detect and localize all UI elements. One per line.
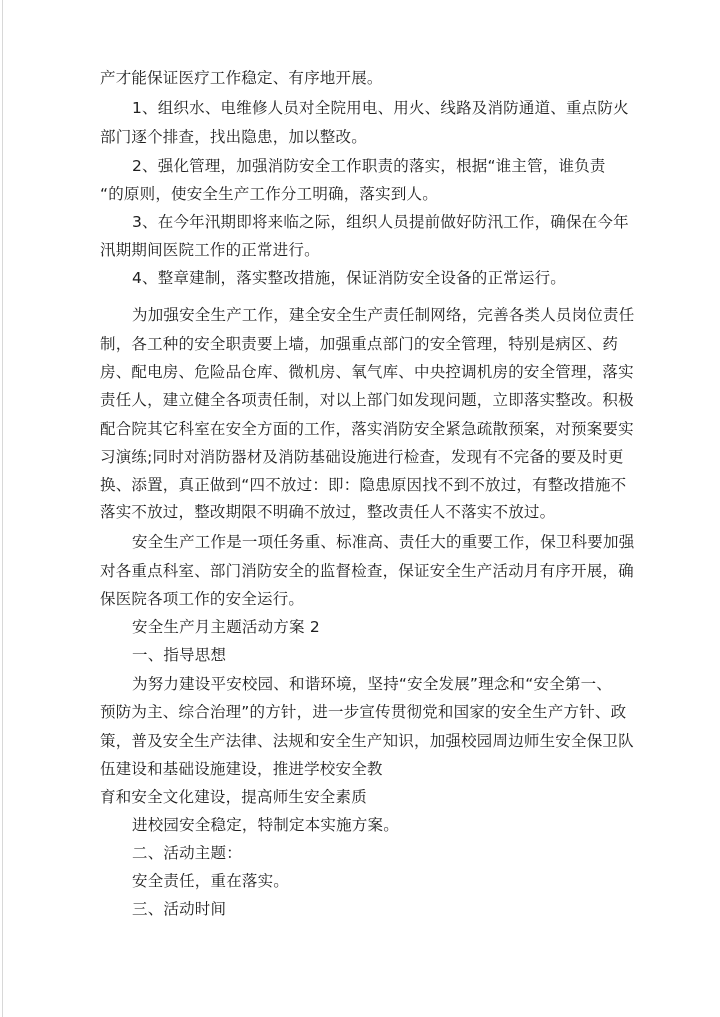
text-line: 进校园安全稳定，特制定本实施方案。 <box>132 816 399 834</box>
section-heading: 三、活动时间 <box>132 900 227 918</box>
section-heading: 一、指导思想 <box>132 646 227 664</box>
text-line: 2、强化管理，加强消防安全工作职责的落实，根据“谁主管，谁负责 <box>132 157 606 175</box>
text-line: 保医院各项工作的安全运行。 <box>100 590 305 608</box>
text-line: 对各重点科室、部门消防安全的监督检查，保证安全生产活动月有序开展，确 <box>100 562 634 580</box>
section-title: 安全生产月主题活动方案 2 <box>132 618 320 636</box>
text-line: 为加强安全生产工作，建全安全生产责任制网络，完善各类人员岗位责任 <box>132 306 635 324</box>
text-line: 汛期期间医院工作的正常进行。 <box>100 241 320 259</box>
text-line: 责任人，建立健全各项责任制，对以上部门如发现问题，立即落实整改。积极 <box>100 391 634 409</box>
text-line: 安全责任，重在落实。 <box>132 872 290 890</box>
text-line: 育和安全文化建设，提高师生安全素质 <box>100 788 367 806</box>
text-line: “的原则，使安全生产工作分工明确，落实到人。 <box>100 185 438 203</box>
text-line: 落实不放过，整改期限不明确不放过，整改责任人不落实不放过。 <box>100 503 556 521</box>
text-line: 4、整章建制，落实整改措施，保证消防安全设备的正常运行。 <box>132 269 566 287</box>
text-line: 安全生产工作是一项任务重、标准高、责任大的重要工作，保卫科要加强 <box>132 533 635 551</box>
text-line: 1、组织水、电维修人员对全院用电、用火、线路及消防通道、重点防火 <box>132 99 629 117</box>
text-line: 策，普及安全生产法律、法规和安全生产知识，加强校园周边师生安全保卫队 <box>100 732 634 750</box>
text-line: 换、添置，真正做到“四不放过：即：隐患原因找不到不放过，有整改措施不 <box>100 476 627 494</box>
page-edge-line <box>2 0 3 1017</box>
text-line: 产才能保证医疗工作稳定、有序地开展。 <box>100 69 383 87</box>
text-line: 3、在今年汛期即将来临之际，组织人员提前做好防汛工作，确保在今年 <box>132 213 629 231</box>
text-line: 习演练;同时对消防器材及消防基础设施进行检查，发现有不完备的要及时更 <box>100 448 624 466</box>
text-line: 预防为主、综合治理”的方针，进一步宣传贯彻党和国家的安全生产方针、政 <box>100 703 627 721</box>
text-line: 为努力建设平安校园、和谐环境，坚持“安全发展”理念和“安全第一、 <box>132 675 612 693</box>
text-line: 房、配电房、危险品仓库、微机房、氧气库、中央控调机房的安全管理，落实 <box>100 363 634 381</box>
section-heading: 二、活动主题： <box>132 844 242 862</box>
text-line: 配合院其它科室在安全方面的工作，落实消防安全紧急疏散预案，对预案要实 <box>100 420 634 438</box>
text-line: 伍建设和基础设施建设，推进学校安全教 <box>100 760 383 778</box>
text-line: 制，各工种的安全职责要上墙，加强重点部门的安全管理，特别是病区、药 <box>100 335 619 353</box>
text-line: 部门逐个排查，找出隐患，加以整改。 <box>100 128 367 146</box>
